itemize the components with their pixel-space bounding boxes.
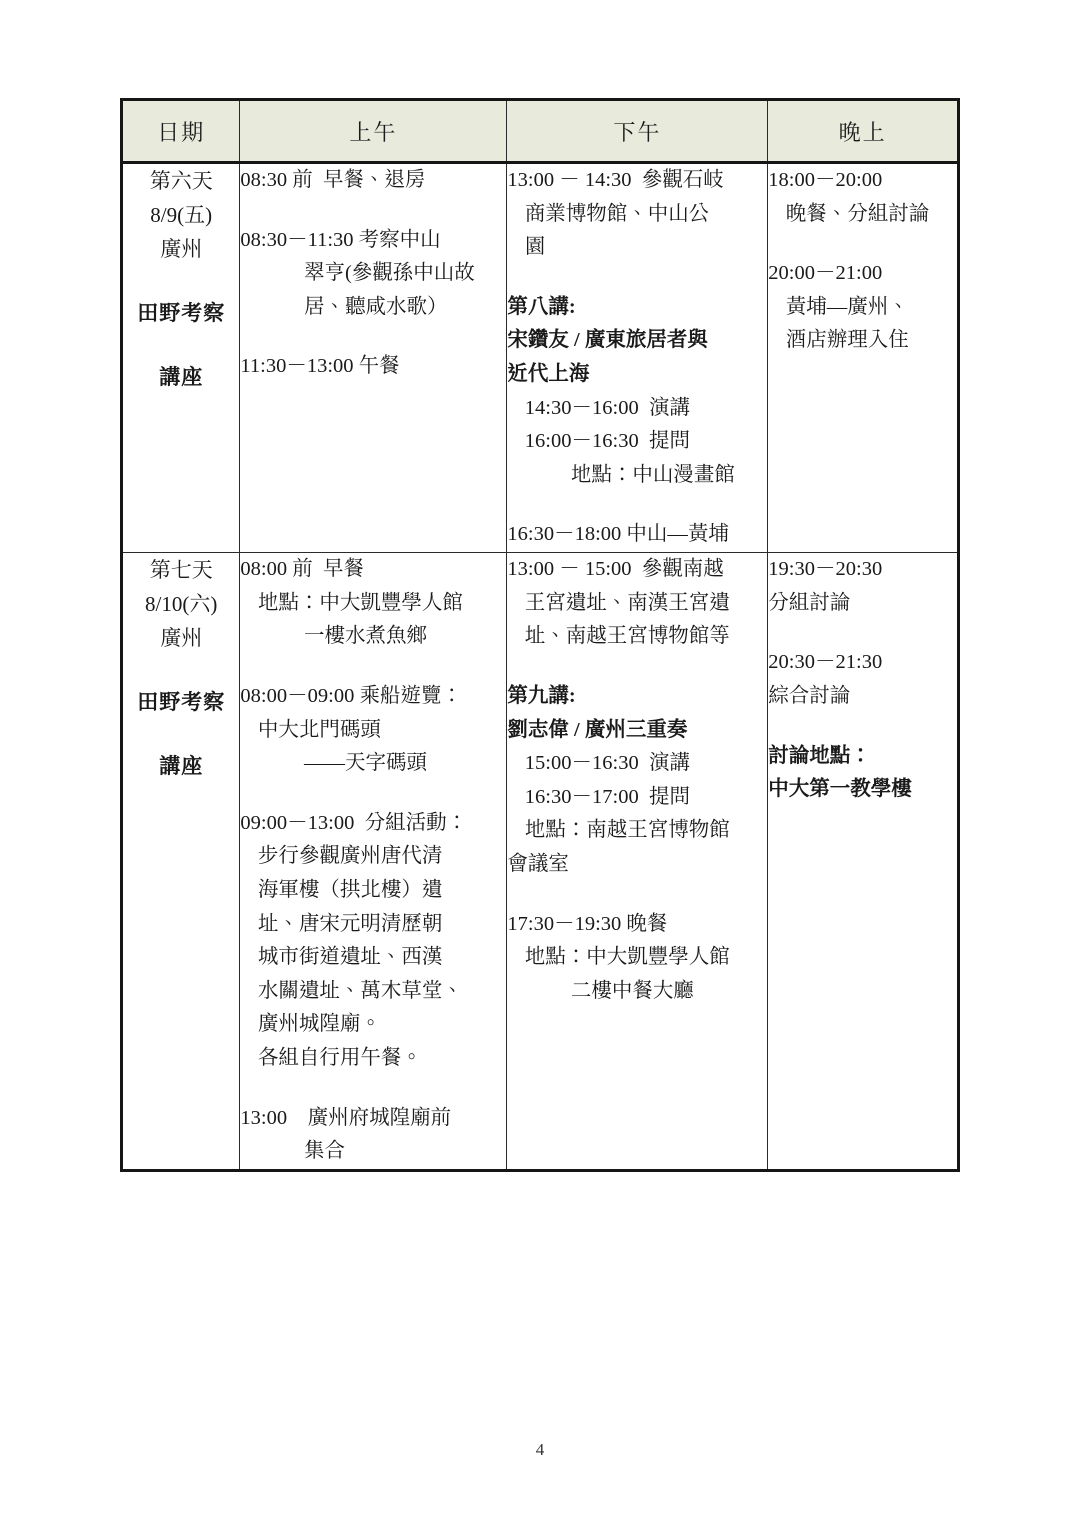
afternoon-block-lecture8 bbox=[507, 291, 767, 493]
table-header-row bbox=[122, 100, 959, 163]
column-header-morning: 上午 bbox=[240, 100, 507, 163]
venue-line: 地點：中山漫畫館 bbox=[570, 463, 735, 486]
afternoon-block-dinner bbox=[507, 908, 767, 1009]
afternoon-block-lecture9 bbox=[507, 680, 767, 882]
morning-cell-day7 bbox=[240, 553, 507, 1171]
schedule-line: 13:00 廣州府城隍廟前 bbox=[240, 1106, 452, 1129]
schedule-line: 王宮遺址、南漢王宮遺 bbox=[524, 591, 730, 614]
schedule-line: 20:00－21:00 bbox=[768, 262, 883, 285]
city-label: 廣州 bbox=[160, 237, 203, 262]
lecture-number: 第八講: bbox=[507, 295, 576, 318]
schedule-line: 城市街道遺址、西漢 bbox=[257, 946, 443, 969]
afternoon-cell-day7 bbox=[507, 553, 768, 1171]
morning-block-groupactivity bbox=[240, 807, 506, 1076]
schedule-line: 08:00－09:00 乘船遊覽： bbox=[240, 684, 462, 707]
column-header-evening: 晚上 bbox=[768, 100, 959, 163]
schedule-line: 16:00－16:30 提問 bbox=[524, 430, 690, 453]
schedule-line: 11:30－13:00 午餐 bbox=[240, 355, 400, 378]
schedule-line: 居、聽咸水歌） bbox=[303, 295, 448, 318]
lecture-title: 劉志偉 / 廣州三重奏 bbox=[507, 718, 688, 741]
schedule-line: 水關遺址、萬木草堂、 bbox=[257, 979, 463, 1002]
day-label: 第六天 bbox=[149, 169, 213, 193]
page-number: 4 bbox=[535, 1440, 545, 1459]
schedule-line: 08:30 前 早餐、退房 bbox=[240, 169, 426, 191]
schedule-line: 晚餐、分組討論 bbox=[785, 202, 930, 225]
evening-block-transfer bbox=[768, 257, 957, 358]
venue-name: 中大第一教學樓 bbox=[768, 778, 912, 801]
evening-cell-day6 bbox=[768, 163, 959, 553]
afternoon-block-museum bbox=[507, 164, 767, 265]
schedule-line: 步行參觀廣州唐代清 bbox=[257, 845, 443, 868]
schedule-line: 13:00 － 15:00 參觀南越 bbox=[507, 558, 724, 581]
evening-block-dinner bbox=[768, 164, 957, 231]
date-label: 8/9(五) bbox=[150, 203, 213, 228]
schedule-table bbox=[120, 98, 960, 1172]
schedule-line: 20:30－21:30 bbox=[768, 651, 883, 674]
column-header-date: 日期 bbox=[122, 100, 240, 163]
activity-type-fieldwork: 田野考察 bbox=[137, 301, 226, 326]
venue-line: 地點：中大凱豐學人館 bbox=[524, 946, 730, 969]
venue-line: 地點：中大凱豐學人館 bbox=[257, 591, 463, 614]
morning-cell-day6 bbox=[240, 163, 507, 553]
lecture-title-cont: 近代上海 bbox=[507, 363, 590, 386]
schedule-line: 各組自行用午餐。 bbox=[257, 1047, 422, 1070]
table-row bbox=[122, 553, 959, 1171]
activity-type-lecture: 講座 bbox=[159, 754, 204, 779]
schedule-line: 18:00－20:00 bbox=[768, 169, 883, 191]
date-cell-day6 bbox=[122, 163, 240, 553]
venue-line: 地點：南越王宮博物館 bbox=[524, 819, 730, 842]
schedule-line: 黃埔—廣州、 bbox=[785, 295, 909, 318]
activity-type-lecture: 講座 bbox=[159, 365, 204, 390]
evening-block-groupdiscussion bbox=[768, 553, 957, 620]
schedule-line: 16:30－18:00 中山—黃埔 bbox=[507, 523, 729, 546]
schedule-line: 集合 bbox=[303, 1140, 345, 1163]
schedule-line: 翠亨(參觀孫中山故 bbox=[303, 262, 475, 285]
date-cell-day7 bbox=[122, 553, 240, 1171]
schedule-line: 14:30－16:00 演講 bbox=[524, 396, 690, 419]
schedule-line: 廣州城隍廟。 bbox=[257, 1013, 381, 1036]
morning-block-fieldtrip bbox=[240, 224, 506, 325]
table-row bbox=[122, 163, 959, 553]
lecture-number: 第九講: bbox=[507, 684, 576, 707]
morning-block-breakfast bbox=[240, 164, 506, 198]
schedule-line: 商業博物館、中山公 bbox=[524, 202, 710, 225]
schedule-line: 海軍樓（拱北樓）遺 bbox=[257, 878, 443, 901]
city-label: 廣州 bbox=[160, 626, 203, 651]
activity-type-fieldwork: 田野考察 bbox=[137, 690, 226, 715]
schedule-line: 綜合討論 bbox=[768, 684, 851, 707]
schedule-line: 中大北門碼頭 bbox=[257, 718, 381, 741]
day-label: 第七天 bbox=[149, 558, 213, 583]
venue-line: 一樓水煮魚鄉 bbox=[303, 625, 427, 648]
schedule-line: 址、南越王宮博物館等 bbox=[524, 625, 730, 648]
schedule-line: 15:00－16:30 演講 bbox=[524, 752, 690, 775]
morning-block-boattour bbox=[240, 680, 506, 781]
schedule-line: 19:30－20:30 bbox=[768, 558, 883, 581]
morning-block-lunch bbox=[240, 350, 506, 384]
venue-label: 討論地點： bbox=[768, 744, 871, 767]
table-body bbox=[122, 163, 959, 1171]
evening-cell-day7 bbox=[768, 553, 959, 1171]
schedule-line: 16:30－17:00 提問 bbox=[524, 785, 690, 808]
column-header-afternoon: 下午 bbox=[507, 100, 768, 163]
lecture-title: 宋鑽友 / 廣東旅居者與 bbox=[507, 329, 708, 352]
afternoon-cell-day6 bbox=[507, 163, 768, 553]
table-header bbox=[122, 100, 959, 163]
schedule-line: 17:30－19:30 晚餐 bbox=[507, 912, 668, 935]
schedule-line: 13:00 － 14:30 參觀石岐 bbox=[507, 169, 724, 191]
schedule-line: 址、唐宋元明清歷朝 bbox=[257, 912, 443, 935]
morning-block-meetup bbox=[240, 1102, 506, 1169]
schedule-line: 09:00－13:00 分組活動： bbox=[240, 811, 468, 834]
afternoon-block-palace bbox=[507, 553, 767, 654]
schedule-line: 分組討論 bbox=[768, 591, 851, 614]
morning-block-breakfast bbox=[240, 553, 506, 654]
evening-block-generaldiscussion bbox=[768, 646, 957, 713]
afternoon-block-transfer bbox=[507, 518, 767, 552]
evening-block-venue bbox=[768, 740, 957, 807]
venue-line: 會議室 bbox=[507, 852, 569, 875]
schedule-line: 酒店辦理入住 bbox=[785, 329, 909, 352]
schedule-line: ——天字碼頭 bbox=[303, 752, 427, 775]
schedule-line: 園 bbox=[524, 236, 546, 259]
schedule-line: 08:30－11:30 考察中山 bbox=[240, 228, 441, 251]
date-label: 8/10(六) bbox=[145, 592, 218, 617]
schedule-line: 08:00 前 早餐 bbox=[240, 558, 364, 581]
venue-line: 二樓中餐大廳 bbox=[570, 979, 694, 1002]
